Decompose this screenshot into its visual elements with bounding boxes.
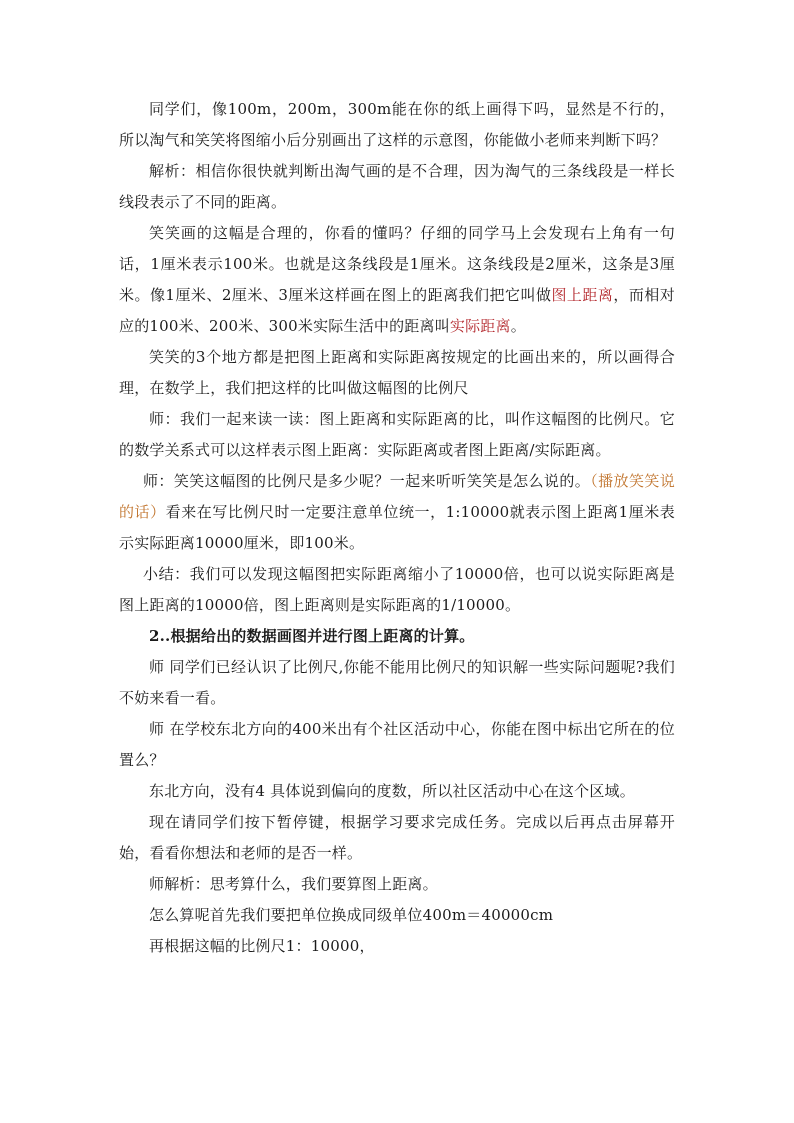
paragraph-analysis-text: 解析：相信你很快就判断出淘气画的是不合理，因为淘气的三条线段是一样长线段表示了不同的距离。 bbox=[119, 162, 675, 211]
paragraph-teacher-problem bbox=[119, 714, 675, 776]
term-actual-distance: 实际距离 bbox=[449, 317, 511, 335]
paragraph-xiaoxiao-map bbox=[119, 218, 675, 342]
note-play-audio: （播放笑笑说的话） bbox=[119, 472, 675, 521]
paragraph-scale-definition-text: 笑笑的3个地方都是把图上距离和实际距离按规定的比画出来的，所以画得合理，在数学上，我们把这样的比叫做这幅图的比例尺 bbox=[119, 348, 675, 397]
paragraph-teacher-question-text-b: 看来在写比例尺时一定要注意单位统一，1:10000就表示图上距离1厘米表示实际距离10000厘米，即100米。 bbox=[119, 503, 675, 552]
paragraph-direction bbox=[119, 776, 675, 807]
paragraph-teacher-read-text: 师：我们一起来读一读：图上距离和实际距离的比，叫作这幅图的比例尺。它的数学关系式可以这样表示图上距离：实际距离或者图上距离/实际距离。 bbox=[119, 410, 675, 459]
paragraph-pause-text: 现在请同学们按下暂停键，根据学习要求完成任务。完成以后再点击屏幕开始，看看你想法和老师的是否一样。 bbox=[119, 813, 675, 862]
paragraph-teacher-problem-text: 师 在学校东北方向的400米出有个社区活动中心，你能在图中标出它所在的位置么？ bbox=[119, 720, 675, 769]
paragraph-scale-definition bbox=[119, 342, 675, 404]
paragraph-summary-text: 小结：我们可以发现这幅图把实际距离缩小了10000倍，也可以说实际距离是图上距离的10000倍，图上距离则是实际距离的1/10000。 bbox=[119, 565, 675, 614]
paragraph-intro-text: 同学们，像100m，200m，300m能在你的纸上画得下吗，显然是不行的，所以淘气和笑笑将图缩小后分别画出了这样的示意图，你能做小老师来判断下吗？ bbox=[119, 100, 675, 149]
paragraph-xiaoxiao-map-text-b: ，而相对应的100米、200米、300米实际生活中的距离叫 bbox=[119, 286, 675, 335]
paragraph-teacher-read bbox=[119, 404, 675, 466]
paragraph-unit-conversion bbox=[119, 900, 675, 931]
section-heading-2-text: 2..根据给出的数据画图并进行图上距离的计算。 bbox=[149, 627, 475, 645]
paragraph-xiaoxiao-map-text-a: 笑笑画的这幅是合理的，你看的懂吗？仔细的同学马上会发现右上角有一句话，1厘米表示100米。也就是这条线段是1厘米。这条线段是2厘米，这条是3厘米。像1厘米、2厘米、3厘米这样画在图上的距离我们把它叫做 bbox=[119, 224, 675, 304]
paragraph-teacher-question-text-a: 师：笑笑这幅图的比例尺是多少呢？一起来听听笑笑是怎么说的。 bbox=[143, 472, 591, 490]
paragraph-direction-text: 东北方向，没有4 具体说到偏向的度数，所以社区活动中心在这个区域。 bbox=[149, 782, 635, 800]
paragraph-teacher-intro bbox=[119, 652, 675, 714]
document-body bbox=[119, 94, 675, 962]
paragraph-scale-apply-text: 再根据这幅的比例尺1：10000， bbox=[149, 937, 375, 955]
paragraph-scale-apply bbox=[119, 931, 675, 962]
term-map-distance: 图上距离 bbox=[551, 286, 614, 304]
paragraph-teacher-analysis-text: 师解析：思考算什么，我们要算图上距离。 bbox=[149, 875, 438, 893]
section-heading-2 bbox=[119, 621, 675, 652]
paragraph-teacher-analysis bbox=[119, 869, 675, 900]
paragraph-teacher-intro-text: 师 同学们已经认识了比例尺,你能不能用比例尺的知识解一些实际问题呢?我们不妨来看一看。 bbox=[119, 658, 675, 707]
paragraph-xiaoxiao-map-text-c: 。 bbox=[510, 317, 526, 335]
paragraph-pause bbox=[119, 807, 675, 869]
paragraph-unit-conversion-text: 怎么算呢首先我们要把单位换成同级单位400m＝40000cm bbox=[149, 906, 554, 924]
paragraph-teacher-question bbox=[119, 466, 675, 559]
paragraph-summary bbox=[119, 559, 675, 621]
paragraph-intro bbox=[119, 94, 675, 156]
paragraph-analysis bbox=[119, 156, 675, 218]
